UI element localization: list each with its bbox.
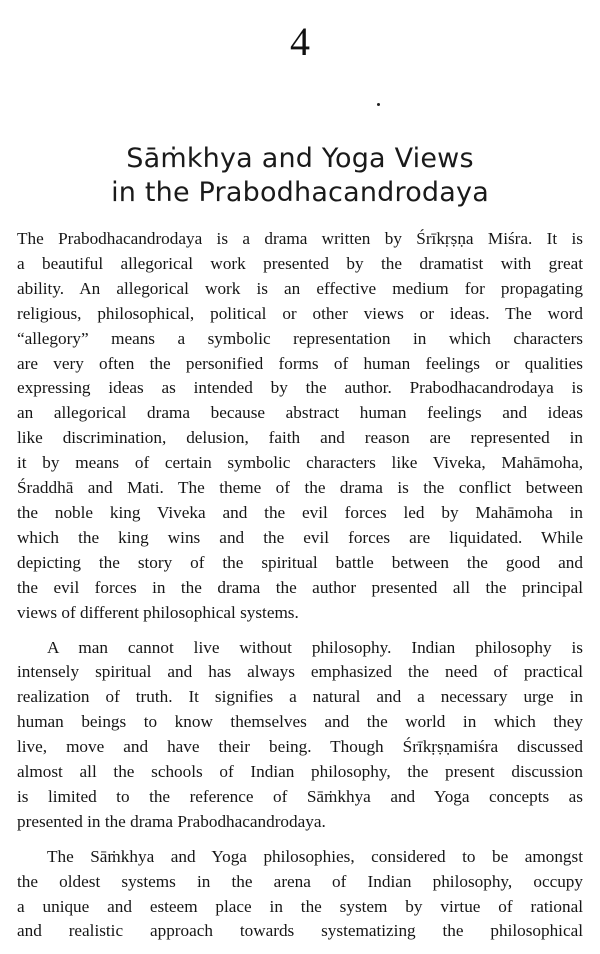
paragraph-1 xyxy=(17,227,583,626)
paragraph-3 xyxy=(17,845,583,945)
paragraph-1-line: views of different philosophical systems. xyxy=(17,602,299,622)
paragraph-1-line: Śraddhā and Mati. The theme of the drama is the conflict between xyxy=(17,478,583,498)
chapter-body xyxy=(17,227,583,944)
paragraph-1-line: ability. An allegorical work is an effective medium for propagating xyxy=(17,278,583,298)
paragraph-1-line: which the king wins and the evil forces are liquidated. While xyxy=(17,527,583,547)
paragraph-2-line: intensely spiritual and has always emphasized the need of practical xyxy=(17,662,583,682)
paragraph-1-line: religious, philosophical, political or other views or ideas. The word xyxy=(17,303,583,323)
print-speck xyxy=(377,103,380,106)
paragraph-1-line: a beautiful allegorical work presented by the dramatist with great xyxy=(17,253,583,273)
paragraph-1-line: the evil forces in the drama the author presented all the principal xyxy=(17,577,583,597)
paragraph-2-line: realization of truth. It signifies a natural and a necessary urge in xyxy=(17,687,583,707)
paragraph-2-line: is limited to the reference of Sāṁkhya and Yoga concepts as xyxy=(17,786,583,806)
chapter-title-line-2: in the Prabodhacandrodaya xyxy=(111,177,489,208)
paragraph-1-line: the noble king Viveka and the evil forces led by Mahāmoha in xyxy=(17,502,583,522)
paragraph-1-line: expressing ideas as intended by the author. Prabodhacandrodaya is xyxy=(17,378,583,398)
paragraph-3-line: and realistic approach towards systematizing the philosophical xyxy=(17,921,583,941)
paragraph-3-line: The Sāṁkhya and Yoga philosophies, considered to be amongst xyxy=(47,846,583,866)
chapter-number: 4 xyxy=(290,19,310,64)
chapter-title xyxy=(0,142,600,210)
paragraph-1-line: are very often the personified forms of human feelings or qualities xyxy=(17,353,583,373)
chapter-title-line-1: Sāṁkhya and Yoga Views xyxy=(126,143,474,174)
paragraph-2-line: human beings to know themselves and the world in which they xyxy=(17,712,583,732)
paragraph-2-line: live, move and have their being. Though Śrīkṛṣṇamiśra discussed xyxy=(17,737,583,757)
paragraph-1-line: an allegorical drama because abstract human feelings and ideas xyxy=(17,403,583,423)
paragraph-1-line: like discrimination, delusion, faith and reason are represented in xyxy=(17,428,583,448)
paragraph-1-line: “allegory” means a symbolic representation in which characters xyxy=(17,328,583,348)
paragraph-1-line: it by means of certain symbolic characters like Viveka, Mahāmoha, xyxy=(17,453,583,473)
paragraph-3-line: the oldest systems in the arena of Indian philosophy, occupy xyxy=(17,871,583,891)
paragraph-2-line: A man cannot live without philosophy. Indian philosophy is xyxy=(47,637,583,657)
paragraph-2-line: presented in the drama Prabodhacandrodaya. xyxy=(17,811,326,831)
paragraph-1-line: depicting the story of the spiritual battle between the good and xyxy=(17,552,583,572)
paragraph-3-line: a unique and esteem place in the system by virtue of rational xyxy=(17,896,583,916)
paragraph-1-line: The Prabodhacandrodaya is a drama written by Śrīkṛṣṇa Miśra. It is xyxy=(17,229,583,248)
paragraph-2 xyxy=(17,636,583,835)
paragraph-2-line: almost all the schools of Indian philosophy, the present discussion xyxy=(17,762,583,782)
